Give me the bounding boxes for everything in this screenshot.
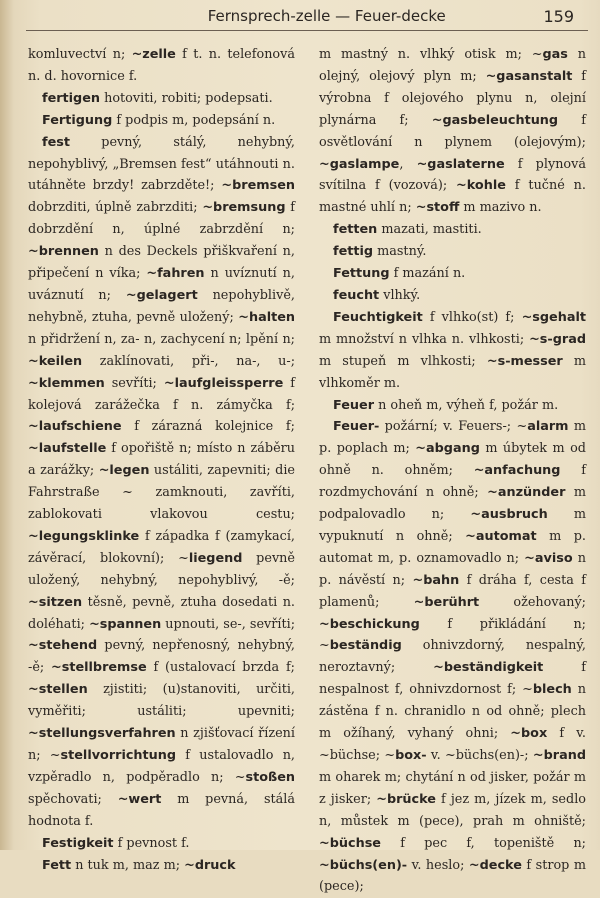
- definition-text: f podpis m, podepsání n.: [112, 112, 276, 128]
- definition-text: m oharek m; chytání n od jisker, požár m z jisker;: [319, 769, 586, 807]
- header-title: Fernsprech-zelle — Feuer-decke: [207, 7, 446, 25]
- definition-text: f strop m (pece);: [319, 857, 586, 895]
- definition-text: f v. ~büchse; ~: [319, 726, 586, 763]
- dictionary-entry: [319, 395, 586, 417]
- headword: ~fahren: [146, 266, 205, 282]
- definition-text: f osvětlování n plynem (olejovým);: [319, 112, 586, 150]
- headword: ~sgehalt: [521, 309, 586, 325]
- definition-text: f přikládání n; ~: [319, 616, 586, 654]
- definition-text: m mastný n. vlhký otisk m; ~: [319, 47, 543, 62]
- headword: ~bahn: [412, 572, 460, 588]
- headword: ~anzünder: [487, 485, 566, 501]
- right-column: [319, 44, 586, 898]
- definition-text: m stupeň m vlhkosti;: [319, 353, 487, 369]
- headword: ~gaslaterne: [416, 156, 505, 172]
- dictionary-entry: [319, 219, 586, 241]
- header-rule: [26, 30, 588, 31]
- definition-text: n uvíznutí n, uváznutí n;: [28, 266, 295, 303]
- definition-text: m mazivo n.: [459, 200, 542, 216]
- headword: ~stehend: [28, 638, 98, 654]
- headword: ~beschickung: [319, 616, 420, 632]
- definition-text: n zástěna f n. chranidlo n od ohně; plech m ožíhaný, vyhaný ohni;: [319, 682, 587, 742]
- definition-text: f výrobna f olejového plynu n, olejní plynárna f;: [319, 68, 587, 128]
- dictionary-entry: [28, 855, 295, 877]
- headword: ~stellen: [28, 682, 88, 698]
- headword: stoßen: [245, 769, 295, 785]
- headword: ~brennen: [28, 244, 99, 260]
- definition-text: spěchovati;: [28, 791, 118, 807]
- definition-text: upnouti, se-, sevříti;: [161, 616, 296, 632]
- definition-text: f pevnost f.: [113, 835, 190, 851]
- headword: ~decke: [468, 857, 522, 873]
- definition-text: f západka f (zamykací, závěrací, blokovní); ~: [28, 528, 295, 566]
- headword: box-: [395, 748, 427, 763]
- headword: ~bremsung: [202, 200, 286, 216]
- headword: ~berührt: [413, 594, 480, 610]
- dictionary-entry: [28, 132, 295, 833]
- headword: ~gasbeleuchtung: [431, 112, 559, 128]
- headword: ~wert: [117, 791, 162, 807]
- dictionary-entry: [319, 44, 586, 219]
- headword: ~laufstelle: [28, 441, 107, 457]
- headword: ~zelle: [131, 47, 176, 62]
- definition-text: f zárazná kolejnice f;: [121, 419, 295, 435]
- headword: ~stoff: [415, 200, 460, 216]
- headword: ~anfachung: [473, 463, 561, 479]
- headword: ~abgang: [415, 441, 480, 457]
- headword: ~keilen: [28, 353, 83, 369]
- definition-text: m vypuknutí n ohně;: [319, 507, 586, 544]
- headword: fest: [42, 134, 70, 150]
- left-column: [28, 44, 295, 898]
- definition-text: f nespalnost f, ohnivzdornost f; ~: [319, 660, 586, 698]
- definition-text: n přidržení n, za- n, zachycení n; lpění n;: [28, 331, 295, 347]
- definition-text: ožehovaný;: [479, 594, 586, 610]
- headword: stellvorrichtung: [60, 748, 177, 763]
- definition-text: vlhký.: [379, 287, 421, 303]
- definition-text: f tučné n. mastné uhlí n;: [319, 178, 586, 216]
- definition-text: f rozdmychování n ohně;: [319, 463, 586, 501]
- headword: alarm: [527, 419, 569, 435]
- dictionary-entry: [319, 241, 586, 263]
- definition-text: m p. poplach m;: [319, 419, 586, 457]
- headword: ~laufschiene: [28, 419, 122, 435]
- headword: beständig: [329, 638, 402, 654]
- dictionary-entry: [28, 44, 295, 88]
- definition-text: f vlhko(st) f;: [422, 309, 522, 325]
- headword: fettig: [333, 244, 374, 260]
- headword: feucht: [333, 287, 380, 303]
- headword: ~legen: [98, 463, 150, 479]
- headword: gas: [542, 47, 568, 62]
- definition-text: f dráha f, cesta f plamenů;: [319, 572, 586, 610]
- definition-text: ;: [120, 47, 132, 62]
- headword: ~ausbruch: [470, 507, 548, 523]
- headword: ~bremsen: [221, 178, 295, 194]
- definition-text: mazati, mastiti.: [377, 222, 482, 238]
- headword: ~s-grad: [529, 331, 586, 347]
- definition-text: dobrzditi, úplně zabrzditi;: [28, 200, 203, 216]
- headword: ~box: [510, 726, 548, 742]
- definition-text: komluvectví: [28, 47, 113, 62]
- definition-text: n zjišťovací řízení n; ~: [28, 726, 295, 763]
- definition-text: m úbytek m od ohně n. ohněm;: [319, 441, 586, 479]
- definition-text: f dobrzdění n, úplné zabrzdění n;: [28, 200, 295, 238]
- headword: ~gaslampe: [319, 156, 400, 172]
- definition-text: sevříti;: [104, 375, 164, 391]
- headword: ~büchs(en)-: [319, 857, 408, 873]
- definition-text: pevně uložený, nehybný, nepohyblivý, -ě;: [28, 550, 295, 588]
- definition-text: v. heslo;: [407, 857, 469, 873]
- page-number: 159: [543, 6, 574, 26]
- definition-text: f pec f, topeniště n;: [381, 835, 586, 851]
- running-header: [40, 4, 580, 28]
- headword: Fertigung: [42, 112, 113, 128]
- dictionary-entry: [28, 110, 295, 132]
- definition-text: zaklínovati, při-, na-, u-;: [82, 353, 295, 369]
- definition-text: v. ~büchs(en)-;: [426, 748, 533, 763]
- headword: ~kohle: [456, 178, 506, 194]
- dictionary-entry: [28, 88, 295, 110]
- headword: ~gelagert: [125, 287, 198, 303]
- headword: ~aviso: [524, 550, 573, 566]
- definition-text: n: [112, 47, 121, 62]
- definition-text: f mazání n.: [389, 266, 466, 282]
- headword: ~automat: [465, 528, 537, 544]
- definition-text: těsně, pevně, ztuha dosedati n. doléhati;: [28, 594, 295, 632]
- headword: ~spannen: [89, 616, 162, 632]
- dictionary-entry: [319, 416, 586, 898]
- headword: fertigen: [42, 90, 101, 106]
- headword: ~stellungsverfahren: [28, 726, 176, 742]
- definition-text: hotoviti, robiti; podepsati.: [100, 90, 273, 106]
- definition-text: n tuk m, maz m;: [71, 857, 185, 873]
- dictionary-entry: [319, 285, 586, 307]
- definition-text: n oheň m, výheň f, požár m.: [374, 397, 559, 413]
- definition-text: m množství n vlhka n. vlhkosti;: [319, 331, 530, 347]
- headword: ~beständigkeit: [433, 660, 544, 676]
- headword: Festigkeit: [42, 835, 114, 851]
- dictionary-entry: [319, 263, 586, 285]
- definition-text: f (ustalovací brzda f;: [146, 660, 295, 676]
- definition-text: pevný, stálý, nehybný, nepohyblivý, „Bremsen fest“ utáhnouti n. utáhněte brzdy! zabrzděte!;: [28, 134, 295, 194]
- definition-text: n des Deckels přiškvaření n, připečení n víka;: [28, 244, 295, 282]
- definition-text: ,: [399, 156, 417, 172]
- headword: ~halten: [238, 309, 295, 325]
- definition-text: f jez m, jízek m, sedlo n, můstek m (pece), prah m ohniště;: [319, 791, 586, 829]
- headword: ~brücke: [376, 791, 436, 807]
- headword: ~sitzen: [28, 594, 83, 610]
- definition-text: f opořiště n; místo n záběru a zarážky;: [28, 441, 295, 479]
- definition-text: m vlhkoměr m.: [319, 353, 587, 391]
- dictionary-columns: [28, 44, 587, 895]
- headword: fetten: [333, 222, 378, 238]
- definition-text: f t. n. telefonová n. d. hovornice f.: [28, 47, 295, 84]
- headword: Feuer-: [333, 419, 380, 435]
- headword: Fettung: [333, 266, 390, 282]
- definition-text: n olejný, olejový plyn m;: [319, 47, 586, 84]
- definition-text: m p. automat m, p. oznamovadlo n;: [319, 528, 586, 566]
- definition-text: f plynová svítilna f (vozová);: [319, 156, 586, 194]
- definition-text: pevný, nepřenosný, nehybný, -ě;: [28, 638, 295, 676]
- headword: ~brand: [532, 748, 586, 763]
- headword: Feuer: [333, 397, 375, 413]
- definition-text: zjistiti; (u)stanoviti, určiti, vyměřiti; ustáliti; upevniti;: [28, 682, 295, 720]
- definition-text: f ustalovadlo n, vzpěradlo n, podpěradlo n; ~: [28, 748, 296, 785]
- headword: blech: [532, 682, 572, 698]
- definition-text: f kolejová zarážečka f n. zámyčka f;: [28, 375, 295, 413]
- headword: Feuchtigkeit: [333, 309, 423, 325]
- definition-text: n p. návěstí n;: [319, 550, 586, 588]
- headword: ~legungsklinke: [28, 528, 140, 544]
- definition-text: nepohyblivě, nehybně, ztuha, pevně uložený;: [28, 287, 295, 325]
- definition-text: m pevná, stálá hodnota f.: [28, 791, 296, 829]
- headword: liegend: [188, 550, 243, 566]
- definition-text: ohnivzdorný, nespalný, neroztavný;: [319, 638, 586, 676]
- definition-text: požární; v. Feuers-; ~: [379, 419, 528, 435]
- headword: ~druck: [184, 857, 236, 873]
- definition-text: mastný.: [373, 244, 427, 260]
- headword: ~gasanstalt: [485, 68, 573, 84]
- headword: ~laufgleissperre: [163, 375, 284, 391]
- headword: ~s-messer: [486, 353, 563, 369]
- definition-text: m podpalovadlo n;: [319, 485, 586, 523]
- dictionary-entry: [28, 833, 295, 855]
- headword: ~klemmen: [28, 375, 105, 391]
- headword: Fett: [42, 857, 72, 873]
- headword: ~stellbremse: [51, 660, 147, 676]
- definition-text: ustáliti, zapevniti; die Fahrstraße ~ zamknouti, zavříti, zablokovati vlakovou cestu;: [28, 463, 295, 523]
- headword: ~büchse: [319, 835, 381, 851]
- dictionary-entry: [319, 307, 586, 395]
